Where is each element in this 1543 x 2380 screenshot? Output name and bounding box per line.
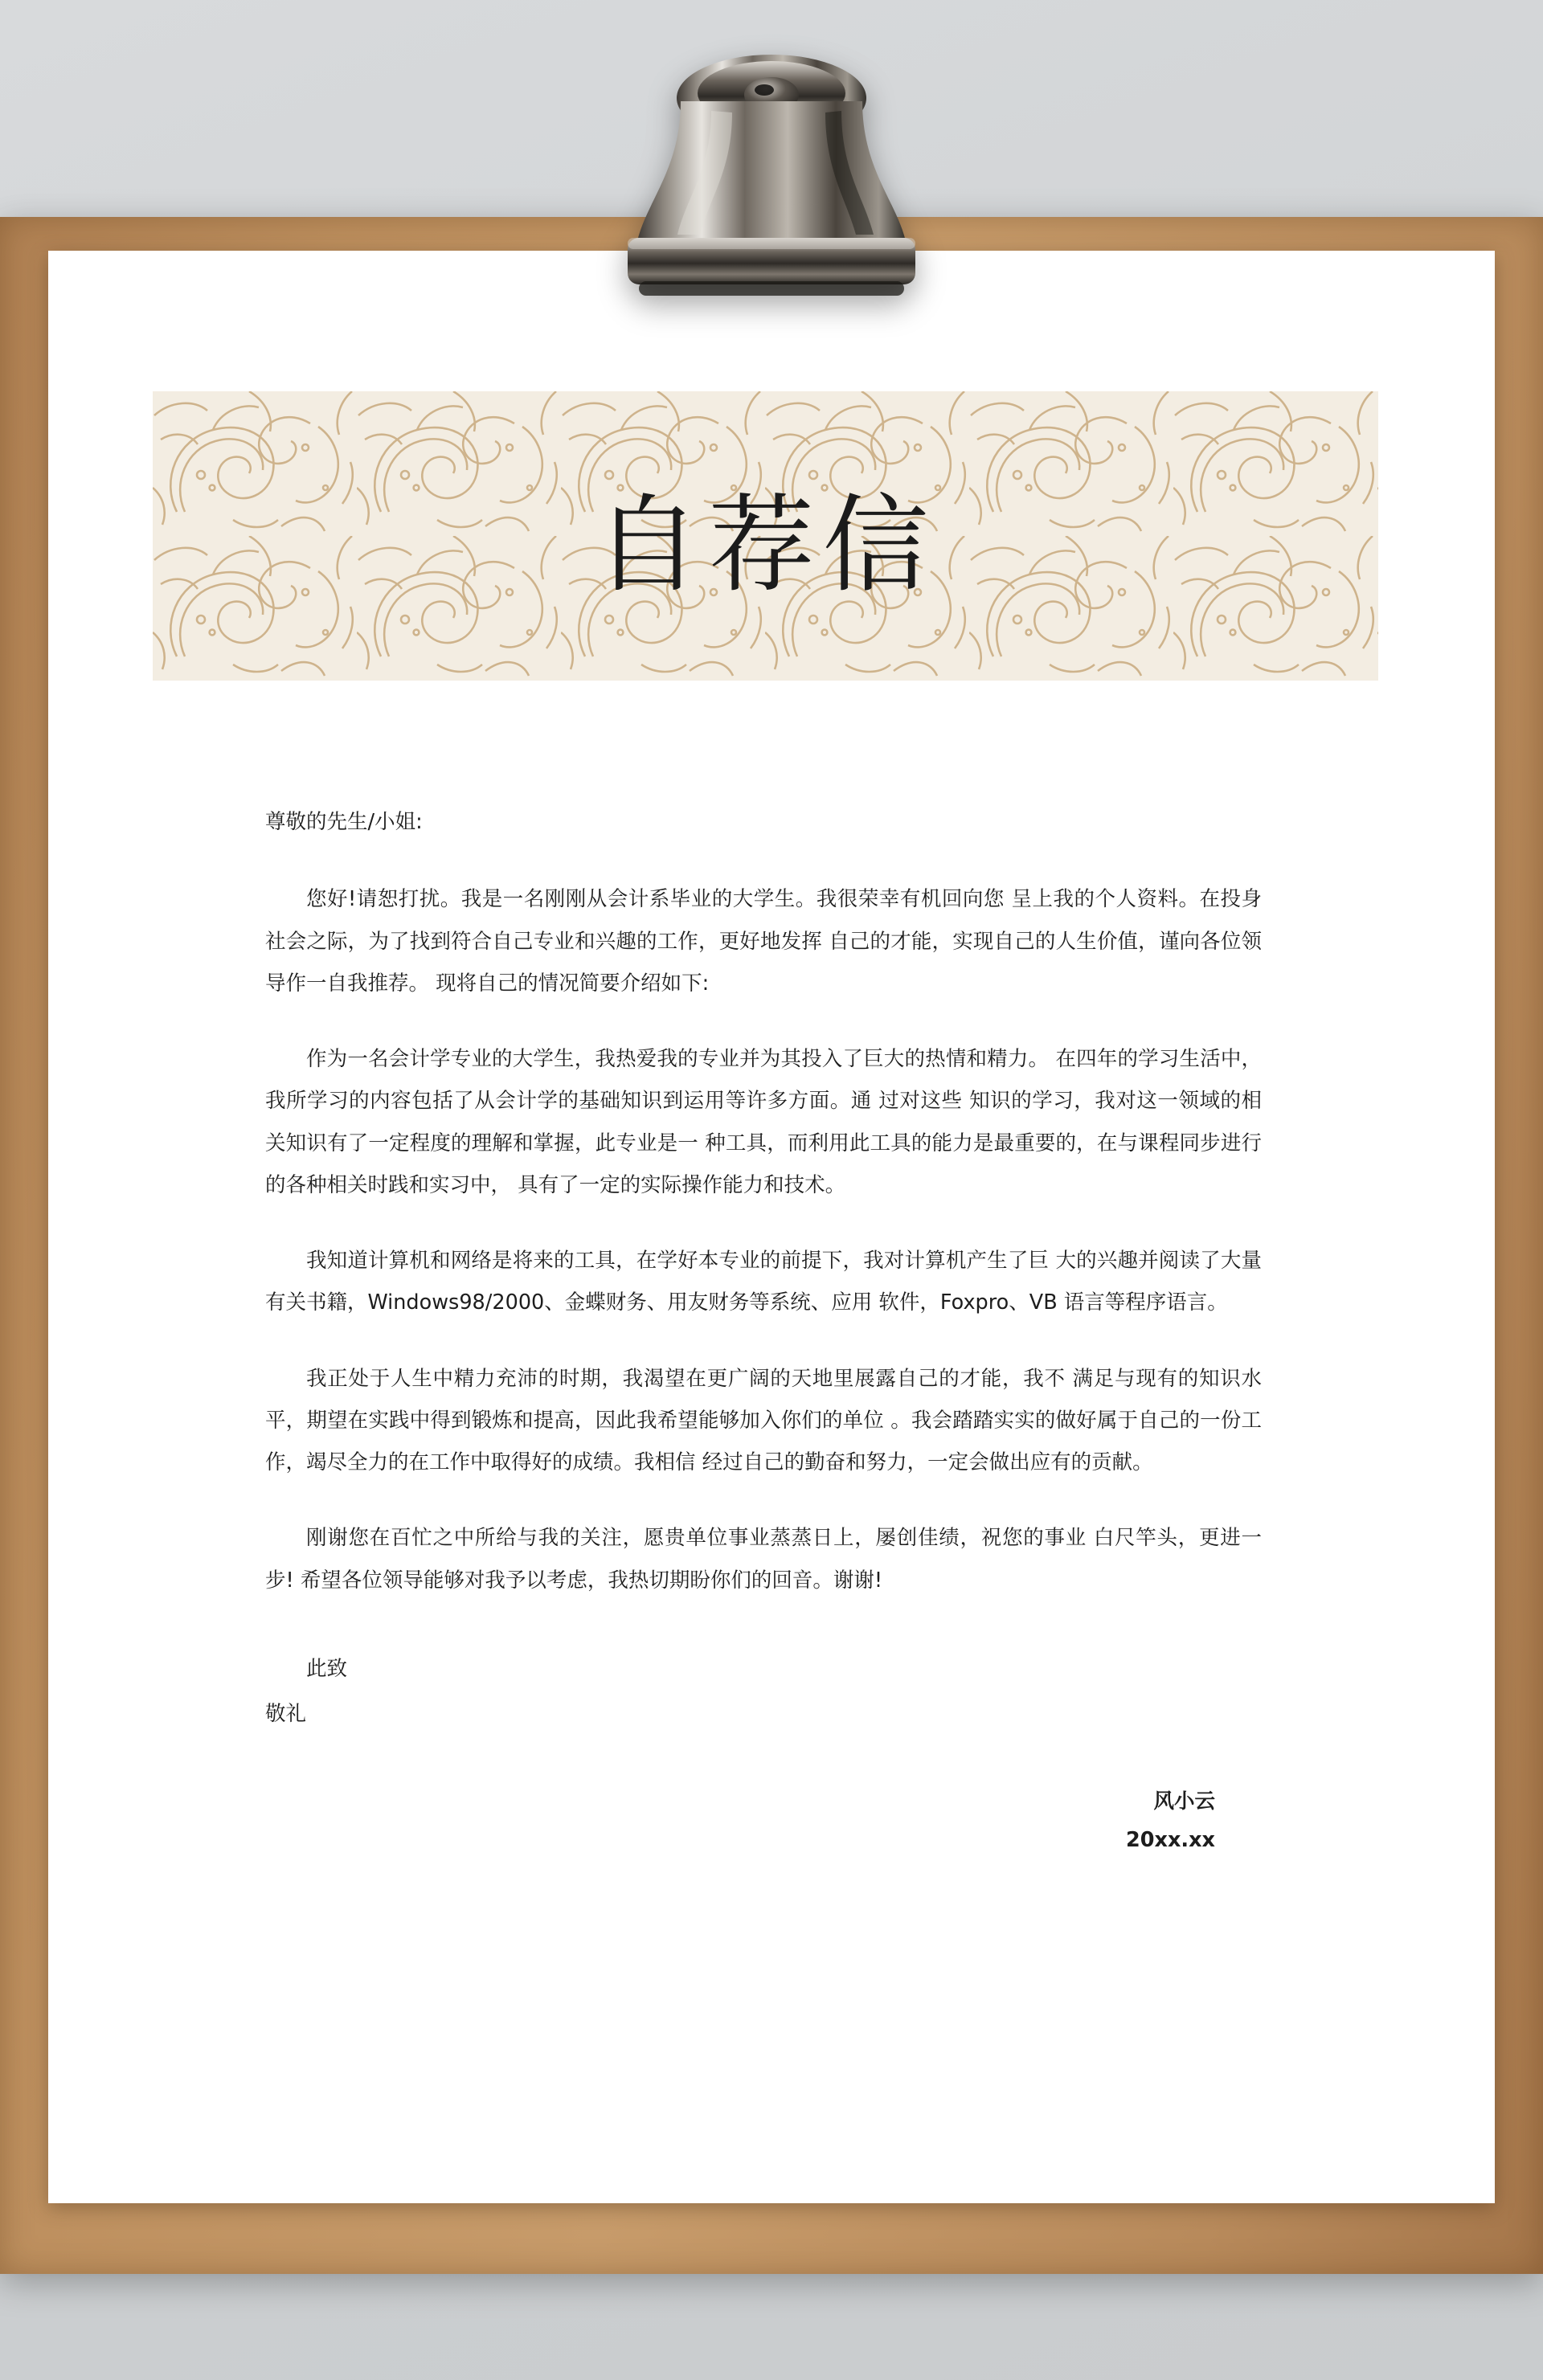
letter-salutation: 尊敬的先生/小姐: (265, 810, 423, 834)
signature-date: 20xx.xx (1126, 1827, 1215, 1852)
letter-closing-line-2: 敬礼 (265, 1702, 307, 1727)
title-banner (153, 391, 1378, 681)
page-title: 自荐信 (594, 484, 937, 607)
signature-name: 风小云 (1153, 1789, 1215, 1814)
letter-paragraph-5: 刚谢您在百忙之中所给与我的关注，愿贵单位事业蒸蒸日上，屡创佳绩，祝您的事业 白尺竿头，更进一步! 希望各位领导能够对我予以考虑，我热切期盼你们的回音。谢谢! (265, 1526, 1262, 1593)
letter-paragraph-4: 我正处于人生中精力充沛的时期，我渴望在更广阔的天地里展露自己的才能，我不 满足与现有的知识水平，期望在实践中得到锻炼和提高，因此我希望能够加入你们的单位 。我会踏踏实实的做好属于自己的一份工作，竭尽全力的在工作中取得好的成绩。我相信 经过自己的勤奋和努力，一定会做出应有的贡献。 (265, 1366, 1262, 1475)
letter-paragraph-2: 作为一名会计学专业的大学生，我热爱我的专业并为其投入了巨大的热情和精力。 在四年的学习生活中，我所学习的内容包括了从会计学的基础知识到运用等许多方面。通 过对这些 知识的学习，我对这一领域的相关知识有了一定程度的理解和掌握，此专业是一 种工具，而利用此工具的能力是最重要的，在与课程同步进行的各种相关时践和实习中， 具有了一定的实际操作能力和技术。 (265, 1047, 1262, 1197)
letter-paragraph-1: 您好!请恕打扰。我是一名刚刚从会计系毕业的大学生。我很荣幸有机回向您 呈上我的个人资料。在投身社会之际，为了找到符合自己专业和兴趣的工作，更好地发挥 自己的才能，实现自己的人生价值，谨向各位领导作一自我推荐。 现将自己的情况简要介绍如下: (265, 887, 1262, 996)
letter-paragraph-3: 我知道计算机和网络是将来的工具，在学好本专业的前提下，我对计算机产生了巨 大的兴趣并阅读了大量有关书籍，Windows98/2000、金蝶财务、用友财务等系统、应用 软件，Foxpro、VB 语言等程序语言。 (265, 1249, 1262, 1315)
binder-clip-icon (591, 48, 952, 337)
signature-block (265, 1782, 1262, 1860)
letter-body (265, 801, 1262, 1859)
document-paper (48, 251, 1495, 2203)
letter-closing-line-1: 此致 (306, 1656, 348, 1681)
clipboard-board (0, 217, 1543, 2274)
